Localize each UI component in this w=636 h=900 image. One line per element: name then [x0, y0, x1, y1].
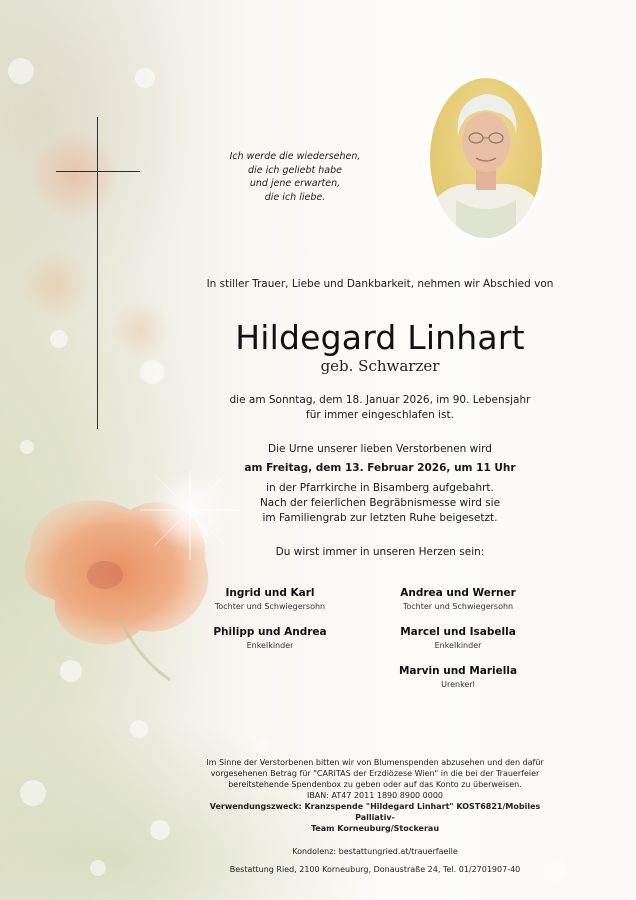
- mourner-name: Philipp und Andrea: [213, 626, 327, 638]
- mourner-entry: [358, 665, 558, 689]
- mourner-entry: [358, 626, 558, 650]
- iban-line: IBAN: AT47 2011 1890 8900 0000: [306, 791, 444, 800]
- mourner-relation: Tochter und Schwiegersohn: [402, 602, 514, 611]
- funeral-home-info: Bestattung Ried, 2100 Korneuburg, Donaustraße 24, Tel. 01/2701907-40: [229, 865, 521, 874]
- quote-line: die ich liebe.: [264, 191, 326, 203]
- mourner-entry: [358, 587, 558, 611]
- urn-line: im Familiengrab zur letzten Ruhe beigesetzt.: [262, 512, 498, 524]
- urn-intro: Die Urne unserer lieben Verstorbenen wird: [268, 443, 492, 455]
- donation-line: vorgesehenen Betrag für "CARITAS der Erzdiözese Wien" in die bei der Trauerfeier: [210, 769, 540, 778]
- death-line: die am Sonntag, dem 18. Januar 2026, im 90. Lebensjahr: [229, 394, 531, 406]
- mourner-relation: Urenkerl: [441, 680, 475, 689]
- urn-line: Nach der feierlichen Begräbnismesse wird sie: [259, 497, 501, 509]
- quote-line: Ich werde die wiedersehen,: [229, 151, 361, 162]
- mourner-name: Andrea und Werner: [400, 587, 516, 599]
- quote-line: die ich geliebt habe: [248, 164, 342, 176]
- quote-line: und jene erwarten,: [249, 178, 341, 189]
- urn-date: am Freitag, dem 13. Februar 2026, um 11 Uhr: [244, 462, 516, 474]
- mourner-name: Ingrid und Karl: [225, 587, 315, 599]
- poppy-flower-blur-2: [20, 250, 90, 320]
- mourner-entry: [170, 626, 370, 650]
- mourner-name: Marcel und Isabella: [400, 626, 516, 638]
- mourner-relation: Enkelkinder: [434, 641, 482, 650]
- intro-text: In stiller Trauer, Liebe und Dankbarkeit, nehmen wir Abschied von: [206, 278, 554, 290]
- mourner-relation: Enkelkinder: [246, 641, 294, 650]
- urn-line: in der Pfarrkirche in Bisamberg aufgebahrt.: [266, 482, 494, 494]
- mourner-name: Marvin und Mariella: [398, 665, 518, 677]
- donation-line: Im Sinne der Verstorbenen bitten wir von Blumenspenden abzusehen und den dafür: [206, 758, 544, 767]
- death-line: für immer eingeschlafen ist.: [306, 409, 454, 421]
- condolence-link[interactable]: Kondolenz: bestattungried.at/trauerfaelle: [292, 847, 458, 856]
- maiden-name: geb. Schwarzer: [320, 357, 440, 375]
- death-notice: [160, 393, 600, 423]
- mourner-entry: [170, 587, 370, 611]
- urn-details: [160, 481, 600, 526]
- deceased-name: Hildegard Linhart: [235, 318, 525, 357]
- memorial-quote: [225, 150, 365, 204]
- donation-notice: [200, 757, 550, 834]
- poppy-flower-blur-1: [30, 130, 120, 220]
- purpose-line: Verwendungszweck: Kranzspende "Hildegard Linhart" KOST6821/Mobiles Palliativ-: [209, 802, 541, 822]
- purpose-line: Team Korneuburg/Stockerau: [310, 824, 440, 833]
- portrait-photo: [430, 78, 542, 238]
- hearts-line: Du wirst immer in unseren Herzen sein:: [275, 546, 485, 558]
- donation-line: bereitstehende Spendenbox zu geben oder auf das Konto zu überweisen.: [228, 780, 522, 789]
- mourner-relation: Tochter und Schwiegersohn: [214, 602, 326, 611]
